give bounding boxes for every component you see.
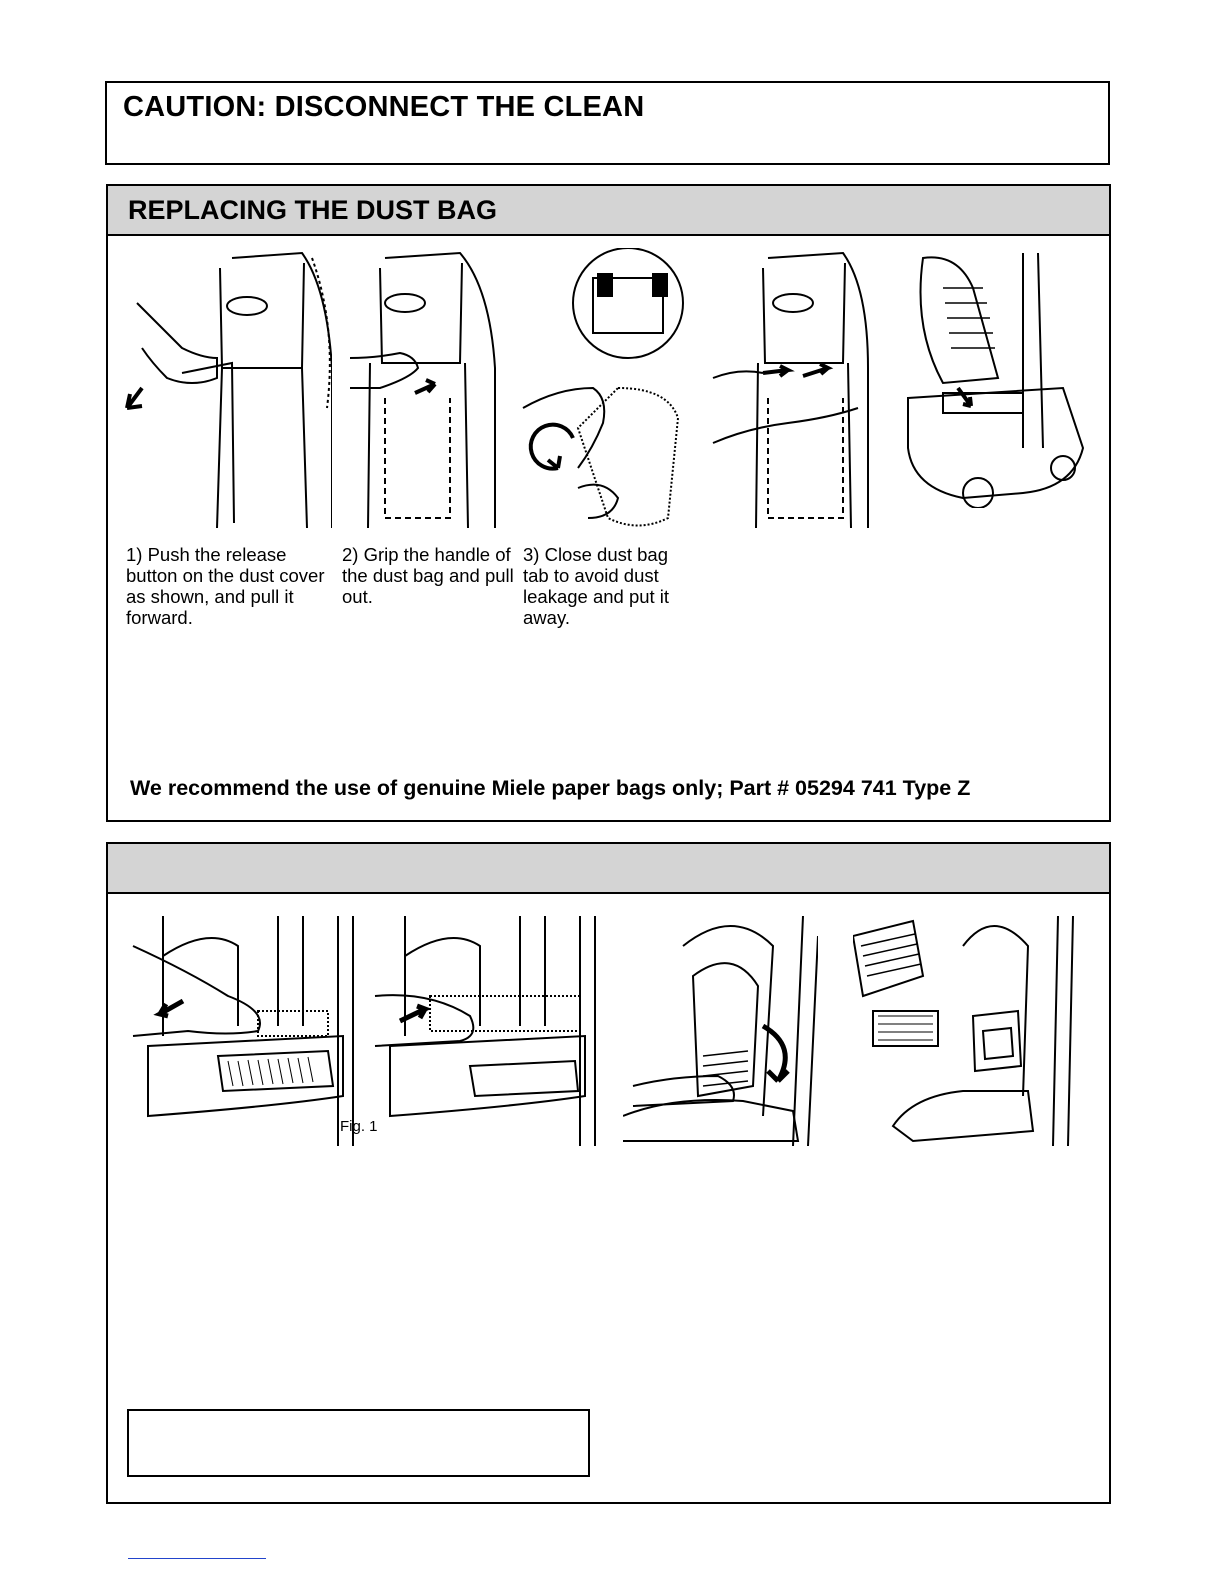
illustration-step-1 <box>122 248 332 528</box>
section-header <box>108 844 1109 894</box>
dust-bag-section <box>106 184 1111 822</box>
section-header <box>108 186 1109 236</box>
figure-label: Fig. 1 <box>340 1118 378 1135</box>
step-3-caption: 3) Close dust bag tab to avoid dust leakage and put it away. <box>523 544 670 628</box>
section-title: REPLACING THE DUST BAG <box>128 195 498 225</box>
illustration-filter-3 <box>623 916 818 1146</box>
illustration-filter-4 <box>853 916 1093 1146</box>
illustration-step-5 <box>903 248 1093 508</box>
step-1-caption: 1) Push the release button on the dust cover as shown, and pull it forward. <box>126 544 325 628</box>
note-box <box>127 1409 590 1477</box>
step-2-caption: 2) Grip the handle of the dust bag and pull out. <box>342 544 514 607</box>
illustration-step-4 <box>708 248 873 528</box>
illustration-filter-1 <box>128 916 358 1146</box>
caution-box <box>105 81 1110 165</box>
footer-link-underline <box>128 1558 266 1559</box>
recommendation-text: We recommend the use of genuine Miele paper bags only; Part # 05294 741 Type Z <box>130 776 971 800</box>
illustration-step-2 <box>340 248 505 528</box>
caution-heading: CAUTION: DISCONNECT THE CLEAN <box>123 91 645 123</box>
illustration-step-3 <box>518 248 688 528</box>
filter-section <box>106 842 1111 1504</box>
illustration-filter-2 <box>370 916 600 1146</box>
